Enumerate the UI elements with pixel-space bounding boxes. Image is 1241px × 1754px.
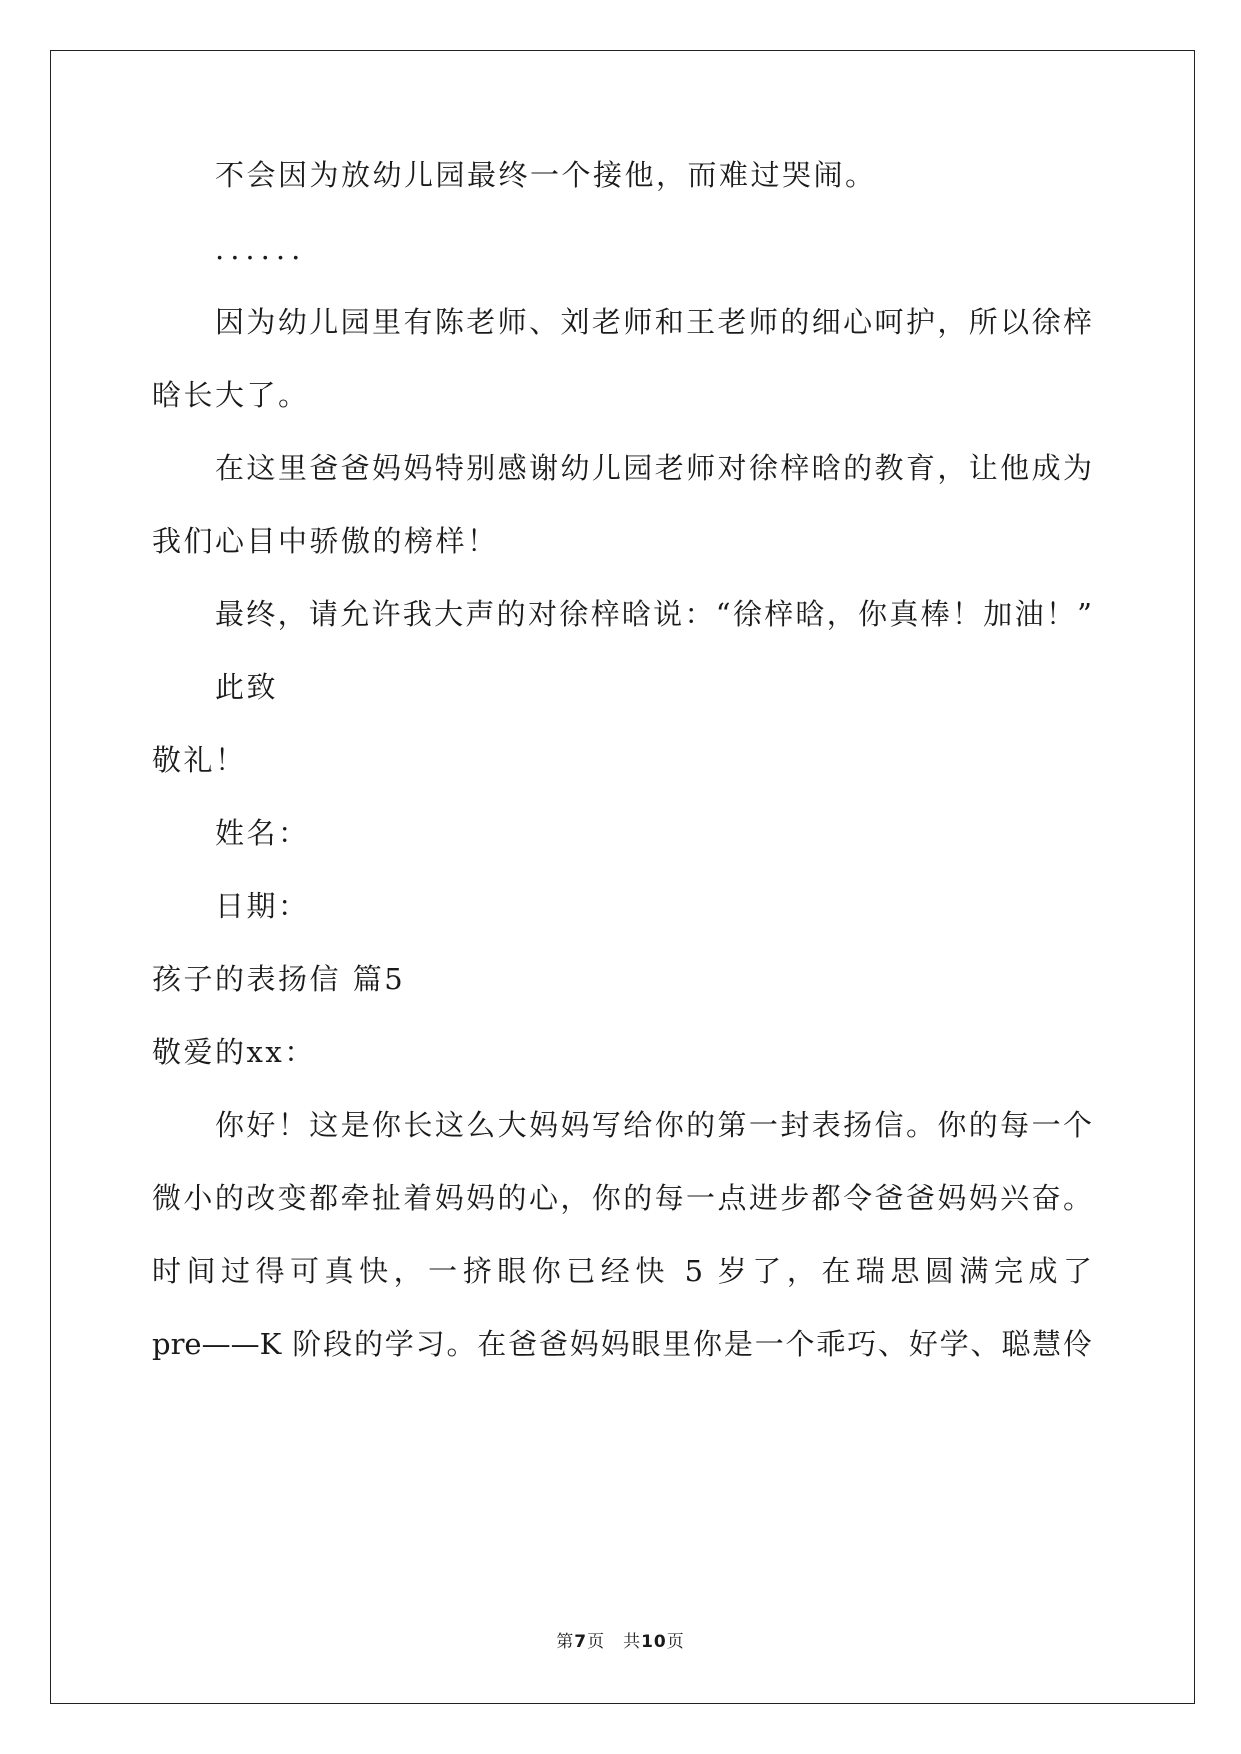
body-line-4: 晗长大了。 bbox=[152, 378, 310, 412]
body-line-5: 在这里爸爸妈妈特别感谢幼儿园老师对徐梓晗的教育，让他成为 bbox=[215, 451, 1092, 485]
body-line-17: pre——K 阶段的学习。在爸爸妈妈眼里你是一个乖巧、好学、聪慧伶 bbox=[152, 1327, 1092, 1361]
date-field-label: 日期： bbox=[215, 889, 310, 923]
body-line-7: 最终，请允许我大声的对徐梓晗说：“徐梓晗，你真棒！加油！” bbox=[215, 597, 1092, 631]
body-line-1: 不会因为放幼儿园最终一个接他，而难过哭闹。 bbox=[215, 158, 877, 192]
footer-middle: 页 共 bbox=[587, 1632, 642, 1652]
page-footer bbox=[0, 1632, 1241, 1652]
footer-prefix: 第 bbox=[556, 1632, 575, 1652]
body-line-15: 微小的改变都牵扯着妈妈的心，你的每一点进步都令爸爸妈妈兴奋。 bbox=[152, 1181, 1092, 1215]
body-line-14: 你好！这是你长这么大妈妈写给你的第一封表扬信。你的每一个 bbox=[215, 1108, 1092, 1142]
letter-greeting: 敬爱的xx： bbox=[152, 1035, 316, 1069]
body-line-6: 我们心目中骄傲的榜样！ bbox=[152, 524, 499, 558]
name-field-label: 姓名： bbox=[215, 816, 310, 850]
total-page-count: 10 bbox=[641, 1632, 667, 1652]
closing-regards: 敬礼！ bbox=[152, 743, 247, 777]
current-page-number: 7 bbox=[574, 1632, 588, 1652]
body-line-16: 时间过得可真快，一挤眼你已经快 5 岁了，在瑞思圆满完成了 bbox=[152, 1254, 1092, 1288]
section-heading: 孩子的表扬信 篇5 bbox=[152, 962, 406, 996]
ellipsis-line: ...... bbox=[215, 232, 307, 266]
footer-suffix: 页 bbox=[666, 1632, 685, 1652]
body-line-3: 因为幼儿园里有陈老师、刘老师和王老师的细心呵护，所以徐梓 bbox=[215, 305, 1092, 339]
closing-salutation: 此致 bbox=[215, 670, 279, 704]
page-border bbox=[50, 50, 1195, 1704]
